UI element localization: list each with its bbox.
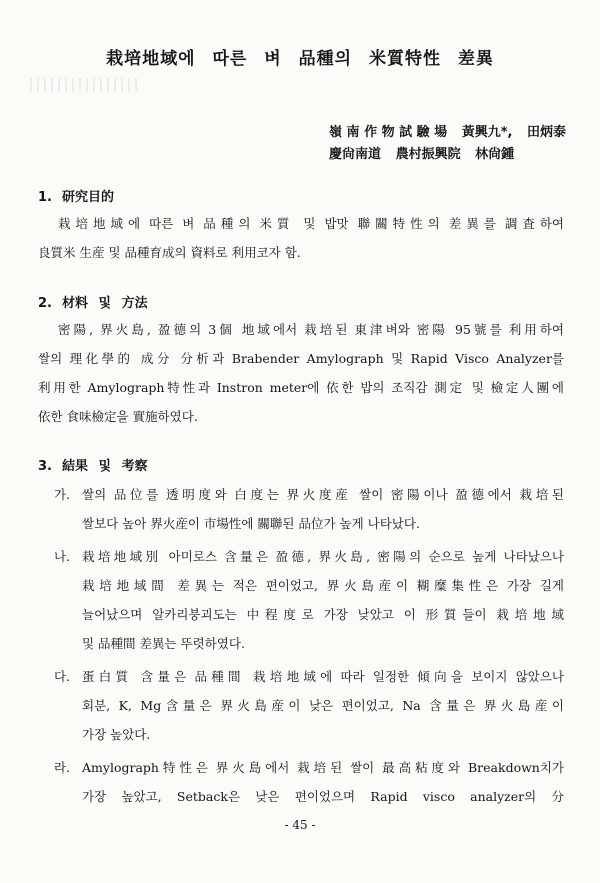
- text-line: 良質米 生産 및 品種育成의 資料로 利用코자 함.: [38, 245, 301, 260]
- text-line: 쌀의 理化學的 成分 分析과 Brabender Amylograph 및 Rapid Visco Analyzer를: [38, 351, 564, 366]
- author-name: 田炳泰: [526, 125, 566, 140]
- section-heading: [38, 292, 564, 311]
- affiliation: 農村振興院: [395, 147, 461, 162]
- section-number: 1.: [38, 190, 52, 205]
- text-line: 가장 높았고, Setback은 낮은 편이었으며 Rapid visco analyzer의 分: [82, 789, 564, 804]
- section-number: 2.: [38, 296, 52, 311]
- text-line: 栽培地域에 따른 벼 品種의 米質 및 밥맛 聯關特性의 差異를 調査하여: [58, 216, 564, 231]
- text-line: 密陽, 界火島, 盈德의 3個 地域에서 栽培된 東津벼와 密陽 95號를 利用하여: [58, 322, 564, 337]
- item-text: [82, 480, 564, 538]
- section-methods: [38, 292, 564, 431]
- item-marker: 나.: [54, 549, 71, 564]
- title-word: 品種의: [298, 49, 353, 69]
- author-name: 林尙鍾: [475, 147, 515, 162]
- author-block: [329, 122, 566, 166]
- item-marker: 다.: [54, 669, 71, 684]
- result-item-na: [38, 542, 564, 658]
- section-body: [38, 315, 564, 431]
- result-item-ga: [38, 480, 564, 538]
- section-body: [38, 209, 564, 267]
- result-item-da: [38, 662, 564, 749]
- text-line: 利用한 Amylograph特性과 Instron meter에 依한 밥의 조직감 測定 및 檢定人團에: [38, 380, 564, 395]
- section-purpose: [38, 186, 564, 267]
- result-item-ra: [38, 753, 564, 811]
- section-title: 材料 및 方法: [61, 296, 148, 311]
- section-heading: [38, 186, 564, 205]
- text-line: 栽培地域別 아미로스 含量은 盈德, 界火島, 密陽의 순으로 높게 나타났으나: [82, 549, 564, 564]
- title-word: 栽培地域에: [106, 49, 196, 69]
- text-line: 蛋白質 含量은 品種間 栽培地域에 따라 일정한 傾向을 보이지 않았으나: [82, 669, 564, 684]
- item-text: [82, 662, 564, 749]
- title-word: 米質特性: [368, 49, 441, 69]
- text-line: 栽培地域間 差異는 적은 편이었고, 界火島産이 糊糜集性은 가장 길게: [82, 578, 564, 593]
- text-line: 늘어났으며 알카리붕괴도는 中程度로 가장 낮았고 이 形質들이 栽培地域: [82, 607, 564, 622]
- text-line: 쌀보다 높아 界火産이 市場性에 關聯된 品位가 높게 나타났다.: [82, 516, 420, 531]
- text-line: Amylograph特性은 界火島에서 栽培된 쌀이 最高粘度와 Breakdown치가: [82, 760, 564, 775]
- title-word: 差異: [457, 49, 494, 69]
- text-line: 依한 食味檢定을 實施하였다.: [38, 409, 198, 424]
- item-marker: 라.: [54, 760, 71, 775]
- author-line-2: [329, 144, 566, 166]
- author-line-1: [329, 122, 566, 144]
- section-title: 研究目的: [61, 190, 114, 205]
- section-title: 結果 및 考察: [61, 459, 148, 474]
- title-word: 따른: [212, 49, 248, 69]
- affiliation: 慶尙南道: [329, 147, 382, 162]
- section-number: 3.: [38, 459, 52, 474]
- page-number: - 45 -: [284, 818, 316, 832]
- item-text: [82, 753, 564, 811]
- text-line: 회분, K, Mg含量은 界火島産이 낮은 편이었고, Na 含量은 界火島産이: [82, 698, 564, 713]
- paper-title: [0, 44, 600, 69]
- text-line: 가장 높았다.: [82, 727, 151, 742]
- item-text: [82, 542, 564, 658]
- text-line: 쌀의 品位를 透明度와 白度는 界火度産 쌀이 密陽이나 盈德에서 栽培된: [82, 487, 564, 502]
- author-name: 黃興九*,: [461, 125, 513, 140]
- title-word: 벼: [264, 49, 282, 69]
- scan-artifact: [30, 78, 140, 92]
- item-marker: 가.: [54, 487, 71, 502]
- affiliation: 嶺 南 作 物 試 驗 場: [329, 125, 448, 140]
- section-heading: [38, 455, 564, 474]
- text-line: 및 品種間 差異는 뚜렷하였다.: [82, 636, 245, 651]
- section-results: [38, 455, 564, 811]
